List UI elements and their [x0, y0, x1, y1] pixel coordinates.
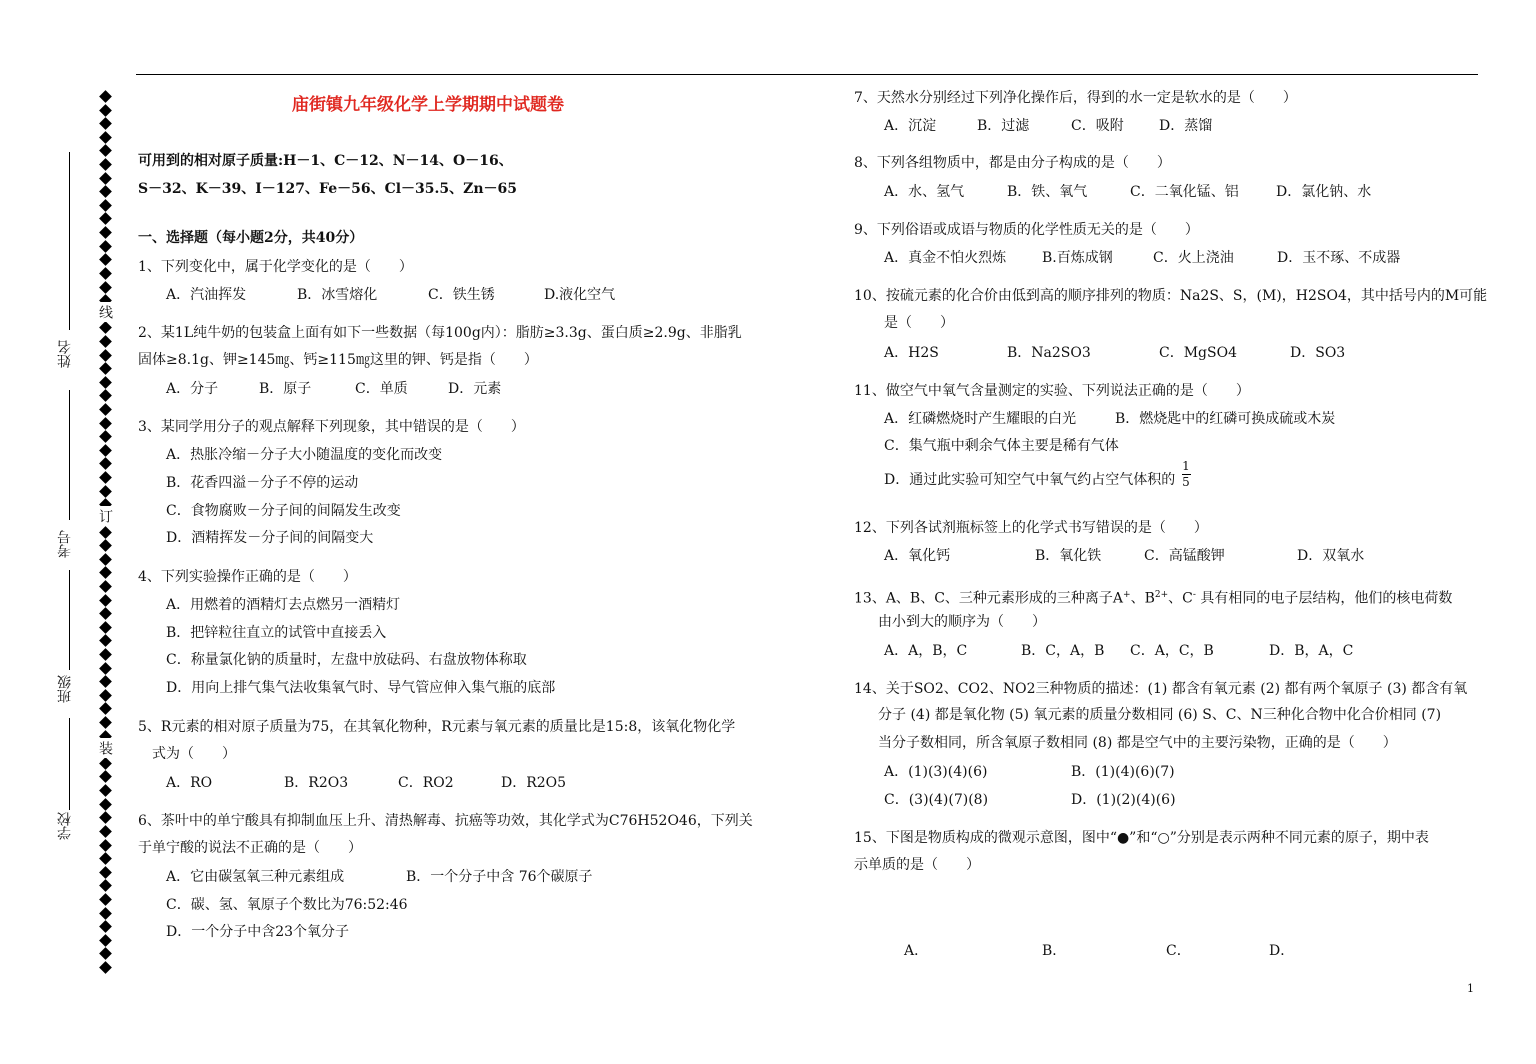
ion-c-charge: - [1192, 590, 1196, 600]
binding-diamond [99, 580, 112, 593]
binding-diamond [99, 390, 112, 403]
binding-diamond [99, 648, 112, 661]
q6-option-b: B．一个分子中含 76个碳原子 [406, 869, 593, 885]
q9-option-a: A．真金不怕火烈炼 [884, 250, 1007, 266]
question-13-line-1 [854, 586, 1452, 608]
q13-text-a: 13、A、B、C、三种元素形成的三种离子A [854, 590, 1124, 607]
binding-diamond [99, 321, 112, 334]
binding-diamond-column [97, 92, 113, 972]
q12-option-a: A．氧化钙 [884, 548, 951, 564]
q9-option-b: B.百炼成钢 [1042, 250, 1113, 266]
q6-option-c: C．碳、氢、氧原子个数比为76:52:46 [166, 897, 408, 913]
binding-diamond [99, 349, 112, 362]
q12-option-d: D．双氧水 [1297, 548, 1365, 564]
q3-option-c: C．食物腐败－分子间的间隔发生改变 [166, 503, 401, 519]
q13-option-a: A．A，B，C [884, 643, 968, 659]
q12-option-c: C．高锰酸钾 [1144, 548, 1225, 564]
question-4: 4、下列实验操作正确的是（ ） [138, 569, 357, 585]
q14-option-a: A．(1)(3)(4)(6) [884, 764, 988, 780]
question-5-line-2: 式为（ ） [152, 746, 236, 762]
binding-label-ding: 订 [97, 506, 113, 526]
binding-diamond [99, 961, 112, 974]
binding-diamond [99, 852, 112, 865]
q11-option-d: D．通过此实验可知空气中氧气约占空气体积的 [884, 472, 1176, 488]
q1-option-a: A．汽油挥发 [166, 287, 247, 303]
binding-diamond [99, 376, 112, 389]
binding-diamond [99, 907, 112, 920]
question-6-line-2: 于单宁酸的说法不正确的是（ ） [138, 840, 362, 856]
question-14-line-2: 分子 (4) 都是氧化物 (5) 氧元素的质量分数相同 (6) S、C、N三种化合物中化合价相同 (7) [878, 707, 1442, 723]
q13-option-b: B．C，A，B [1021, 643, 1105, 659]
binding-diamond [99, 403, 112, 416]
binding-label-xian: 线 [97, 302, 113, 322]
binding-diamond [99, 771, 112, 784]
q8-option-a: A．水、氢气 [884, 184, 965, 200]
q14-option-c: C．(3)(4)(7)(8) [884, 792, 989, 808]
q5-option-c: C．RO2 [398, 775, 454, 791]
q9-option-c: C．火上浇油 [1153, 250, 1234, 266]
binding-diamond [99, 185, 112, 198]
binding-diamond [99, 485, 112, 498]
binding-diamond [99, 689, 112, 702]
binding-diamond [99, 553, 112, 566]
question-8: 8、下列各组物质中，都是由分子构成的是（ ） [854, 155, 1171, 171]
school-field-label: 学校 [57, 812, 73, 840]
q11-option-c: C．集气瓶中剩余气体主要是稀有气体 [884, 438, 1119, 454]
q1-option-d: D.液化空气 [544, 287, 616, 303]
question-3: 3、某同学用分子的观点解释下列现象，其中错误的是（ ） [138, 419, 525, 435]
q11-option-a: A．红磷燃烧时产生耀眼的白光 [884, 411, 1077, 427]
q2-option-a: A．分子 [166, 381, 219, 397]
q7-option-a: A．沉淀 [884, 118, 937, 134]
top-rule [136, 74, 1478, 75]
binding-diamond [99, 594, 112, 607]
question-1: 1、下列变化中，属于化学变化的是（ ） [138, 259, 413, 275]
school-field-line [69, 718, 70, 810]
question-10-line-1: 10、按硫元素的化合价由低到高的顺序排列的物质：Na2S、S，(M)，H2SO4，其中括号内的M可能 [854, 288, 1488, 304]
binding-diamond [99, 444, 112, 457]
question-12: 12、下列各试剂瓶标签上的化学式书写错误的是（ ） [854, 520, 1208, 536]
q2-option-c: C．单质 [355, 381, 408, 397]
q1-option-c: C．铁生锈 [428, 287, 495, 303]
q14-option-b: B．(1)(4)(6)(7) [1071, 764, 1175, 780]
q10-option-d: D．SO3 [1290, 345, 1346, 361]
binding-diamond [99, 784, 112, 797]
binding-label-zhuang: 装 [97, 738, 113, 758]
q15-option-a: A． [904, 943, 929, 959]
q13-text-c: 、C [1168, 590, 1193, 607]
question-14-line-3: 当分子数相同，所含氧原子数相同 (8) 都是空气中的主要污染物，正确的是（ ） [878, 735, 1397, 751]
binding-diamond [99, 811, 112, 824]
question-9: 9、下列俗语或成语与物质的化学性质无关的是（ ） [854, 222, 1199, 238]
q15-option-c: C． [1166, 943, 1191, 959]
binding-diamond [99, 662, 112, 675]
binding-diamond [99, 213, 112, 226]
binding-diamond [99, 104, 112, 117]
binding-diamond [99, 675, 112, 688]
atomic-mass-line-1: 可用到的相对原子质量:H－1、C－12、N－14、O－16、 [138, 153, 513, 169]
binding-diamond [99, 948, 112, 961]
q14-option-d: D．(1)(2)(4)(6) [1071, 792, 1176, 808]
exam-no-field-label: 考号 [57, 530, 73, 558]
class-field-label: 班级 [57, 675, 73, 703]
q8-option-c: C．二氧化锰、铝 [1130, 184, 1239, 200]
binding-diamond [99, 934, 112, 947]
q3-option-b: B．花香四溢－分子不停的运动 [166, 475, 359, 491]
page-number: 1 [1467, 982, 1474, 995]
q13-option-d: D．B，A，C [1269, 643, 1354, 659]
binding-diamond [99, 716, 112, 729]
binding-diamond [99, 566, 112, 579]
binding-diamond [99, 526, 112, 539]
question-15-line-1: 15、下图是物质构成的微观示意图，图中“●”和“○”分别是表示两种不同元素的原子，期中表 [854, 830, 1429, 846]
q8-option-d: D．氯化钠、水 [1276, 184, 1372, 200]
q6-option-d: D．一个分子中含23个氧分子 [166, 924, 350, 940]
binding-diamond [99, 703, 112, 716]
q5-option-b: B．R2O3 [284, 775, 349, 791]
q4-option-c: C．称量氯化钠的质量时，左盘中放砝码、右盘放物体称取 [166, 652, 527, 668]
binding-diamond [99, 825, 112, 838]
question-6-line-1: 6、茶叶中的单宁酸具有抑制血压上升、清热解毒、抗癌等功效，其化学式为C76H52O46，下列关 [138, 813, 753, 829]
binding-diamond [99, 199, 112, 212]
q3-option-d: D．酒精挥发－分子间的间隔变大 [166, 530, 374, 546]
q13-text-b: 、B [1130, 590, 1155, 607]
binding-diamond [99, 839, 112, 852]
binding-diamond [99, 158, 112, 171]
binding-diamond [99, 893, 112, 906]
q7-option-c: C．吸附 [1071, 118, 1124, 134]
q5-option-d: D．R2O5 [501, 775, 567, 791]
question-10-line-2: 是（ ） [884, 315, 954, 331]
binding-diamond [99, 879, 112, 892]
question-7: 7、天然水分别经过下列净化操作后，得到的水一定是软水的是（ ） [854, 90, 1297, 106]
binding-diamond [99, 281, 112, 294]
q13-option-c: C．A，C，B [1130, 643, 1214, 659]
binding-diamond [99, 621, 112, 634]
ion-a-charge: + [1123, 590, 1131, 600]
binding-diamond [99, 757, 112, 770]
q4-option-a: A．用燃着的酒精灯去点燃另一酒精灯 [166, 597, 401, 613]
class-field-line [69, 570, 70, 670]
binding-diamond [99, 635, 112, 648]
name-field-label: 姓名 [57, 340, 73, 368]
section-heading: 一、选择题（每小题2分，共40分） [138, 230, 364, 246]
q8-option-b: B．铁、氧气 [1007, 184, 1088, 200]
binding-diamond [99, 471, 112, 484]
binding-diamond [99, 131, 112, 144]
q6-option-a: A．它由碳氢氧三种元素组成 [166, 869, 345, 885]
binding-diamond [99, 90, 112, 103]
binding-diamond [99, 458, 112, 471]
binding-diamond [99, 267, 112, 280]
binding-diamond [99, 866, 112, 879]
q10-option-c: C．MgSO4 [1159, 345, 1237, 361]
name-field-line [69, 152, 70, 330]
question-2-line-1: 2、某1L纯牛奶的包装盒上面有如下一些数据（每100g内）：脂肪≥3.3g、蛋白质≥2.9g、非脂乳 [138, 325, 742, 341]
binding-diamond [99, 172, 112, 185]
binding-diamond [99, 253, 112, 266]
fraction-denominator: 5 [1182, 475, 1190, 489]
binding-diamond [99, 539, 112, 552]
q15-option-d: D． [1269, 943, 1295, 959]
question-2-line-2: 固体≥8.1g、钾≥145㎎、钙≥115㎎这里的钾、钙是指（ ） [138, 352, 538, 368]
q10-option-b: B．Na2SO3 [1007, 345, 1091, 361]
question-14-line-1: 14、关于SO2、CO2、NO2三种物质的描述：(1) 都含有氧元素 (2) 都有两个氧原子 (3) 都含有氧 [854, 681, 1468, 697]
binding-diamond [99, 240, 112, 253]
q1-option-b: B．冰雪熔化 [297, 287, 378, 303]
binding-diamond [99, 362, 112, 375]
q2-option-b: B．原子 [259, 381, 312, 397]
q7-option-d: D．蒸馏 [1159, 118, 1213, 134]
page-title: 庙街镇九年级化学上学期期中试题卷 [292, 95, 564, 115]
binding-diamond [99, 607, 112, 620]
question-13-line-2: 由小到大的顺序为（ ） [878, 614, 1046, 630]
question-15-line-2: 示单质的是（ ） [854, 857, 980, 873]
q15-option-b: B． [1042, 943, 1067, 959]
q2-option-d: D．元素 [448, 381, 502, 397]
binding-diamond [99, 145, 112, 158]
q11-option-b: B．燃烧匙中的红磷可换成硫或木炭 [1115, 411, 1336, 427]
binding-diamond [99, 417, 112, 430]
question-5-line-1: 5、R元素的相对原子质量为75，在其氧化物种，R元素与氧元素的质量比是15:8，该氧化物化学 [138, 719, 736, 735]
ion-b-charge: 2+ [1154, 590, 1169, 600]
q5-option-a: A．RO [166, 775, 213, 791]
binding-diamond [99, 226, 112, 239]
exam-no-field-line [69, 390, 70, 520]
q4-option-d: D．用向上排气集气法收集氧气时、导气管应伸入集气瓶的底部 [166, 680, 556, 696]
q9-option-d: D．玉不琢、不成器 [1277, 250, 1401, 266]
atomic-mass-line-2: S－32、K－39、I－127、Fe－56、Cl－35.5、Zn－65 [138, 181, 518, 197]
q10-option-a: A．H2S [884, 345, 939, 361]
question-11: 11、做空气中氧气含量测定的实验、下列说法正确的是（ ） [854, 383, 1250, 399]
q7-option-b: B．过滤 [977, 118, 1030, 134]
binding-diamond [99, 117, 112, 130]
q13-text-rest: 具有相同的电子层结构，他们的核电荷数 [1200, 590, 1453, 607]
q12-option-b: B．氧化铁 [1035, 548, 1102, 564]
binding-diamond [99, 430, 112, 443]
binding-diamond [99, 335, 112, 348]
binding-diamond [99, 920, 112, 933]
fraction-one-fifth [1181, 460, 1191, 489]
q4-option-b: B．把锌粒往直立的试管中直接丢入 [166, 625, 387, 641]
q3-option-a: A．热胀冷缩－分子大小随温度的变化而改变 [166, 447, 443, 463]
fraction-numerator: 1 [1182, 459, 1190, 473]
binding-diamond [99, 798, 112, 811]
